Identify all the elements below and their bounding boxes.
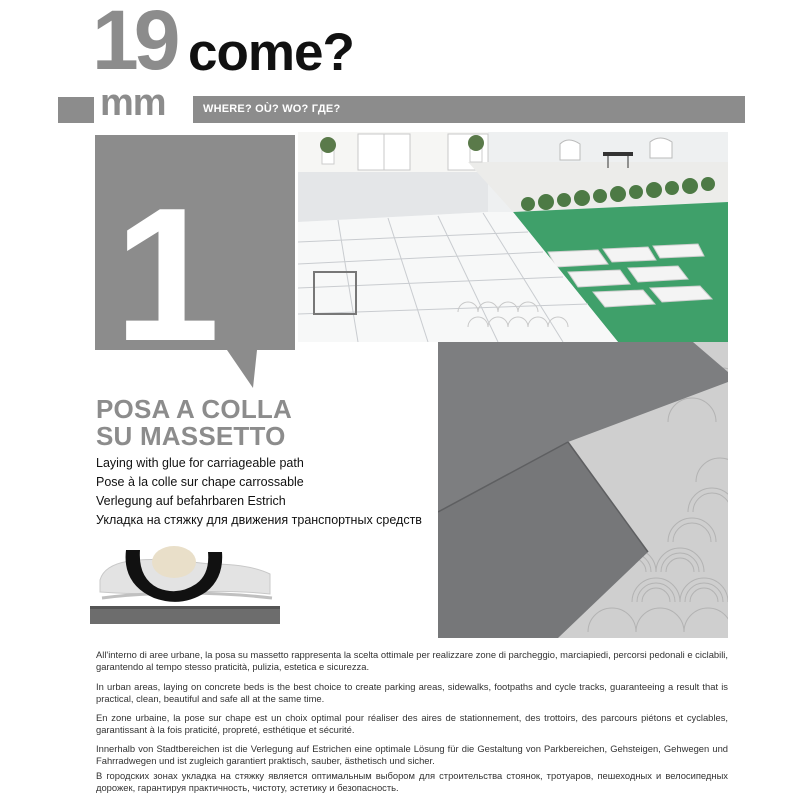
paragraph-en: In urban areas, laying on concrete beds is the best choice to create parking areas, sidewalks, footpaths and cycle tracks, guaranteeing a result that is practical, clean, beautiful and safe all at the same time. — [96, 681, 728, 704]
page-title: come? — [188, 23, 354, 82]
thickness-number: 19 — [92, 0, 176, 87]
heading-line-1: POSA A COLLA — [96, 394, 292, 424]
thickness-unit: mm — [100, 82, 166, 124]
translation-ru: Укладка на стяжку для движения транспортных средств — [96, 513, 422, 527]
paragraph-de: Innerhalb von Stadtbereichen ist die Verlegung auf Estrichen eine optimale Lösung für die Gestaltung von Parkbereichen, Gehsteigen, Gehwegen und Fahrradwegen und ist zugleich garantiert praktisch, sauber, ästhetisch und sicher. — [96, 743, 728, 766]
section-heading — [96, 396, 292, 450]
paragraph-fr: En zone urbaine, la pose sur chape est un choix optimal pour réaliser des aires de stationnement, des trottoirs, des parcours piétons et cyclables, garantissant à la fois praticité, propreté, esthétique et sécurité. — [96, 712, 728, 735]
page-subtitle: WHERE? OÙ? WO? ГДЕ? — [203, 103, 341, 115]
step-number-block — [95, 135, 295, 388]
tile-adhesive-detail — [438, 342, 728, 638]
heading-line-2: SU MASSETTO — [96, 421, 286, 451]
step-number: 1 — [114, 169, 220, 381]
paragraph-ru: В городских зонах укладка на стяжку является оптимальным выбором для строительства стоянок, тротуаров, пешеходных и велосипедных дорожек, гарантируя практичность, чистоту, эстетику и безопасность. — [96, 770, 728, 793]
translation-fr: Pose à la colle sur chape carrossable — [96, 475, 304, 489]
translation-de: Verlegung auf befahrbaren Estrich — [96, 494, 286, 508]
terrace-scene-illustration — [298, 132, 728, 342]
paragraph-it: All'interno di aree urbane, la posa su massetto rappresenta la scelta ottimale per realizzare zone di parcheggio, marciapiedi, percorsi pedonali e ciclabili, garantendo al tempo stesso praticità, pulizia, estetica e sicurezza. — [96, 649, 728, 672]
translation-en: Laying with glue for carriageable path — [96, 456, 304, 470]
header-accent-block — [58, 97, 94, 123]
cross-section-sample — [90, 540, 280, 630]
